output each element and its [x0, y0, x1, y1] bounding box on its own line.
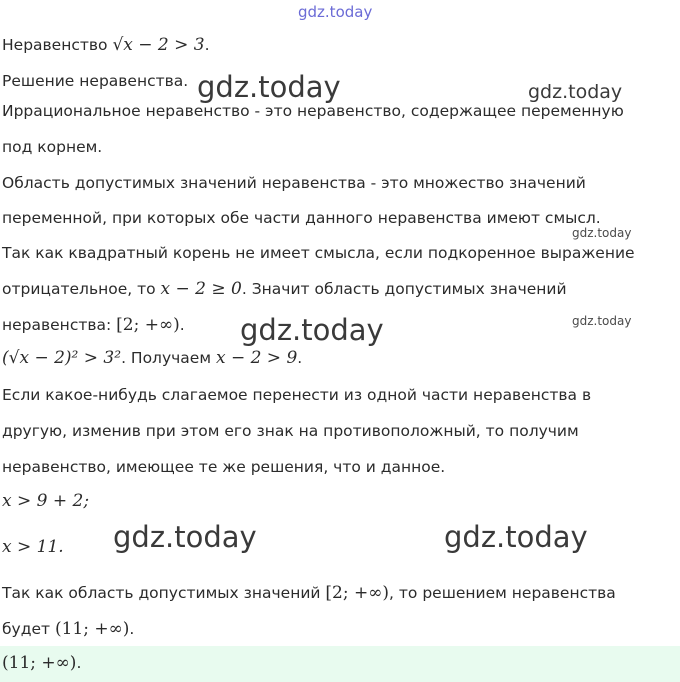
watermark: gdz.today [197, 70, 341, 104]
paragraph-line [2, 278, 567, 300]
text: . [204, 36, 210, 54]
text: . [129, 620, 135, 638]
formula: √x − 2 > 3 [112, 35, 205, 55]
paragraph-line: Иррациональное неравенство - это неравенство, содержащее переменную [2, 102, 624, 120]
answer-box [0, 646, 680, 682]
text: Так как область допустимых значений [2, 584, 326, 602]
watermark: gdz.today [113, 520, 257, 554]
paragraph-line [2, 347, 302, 369]
solution-heading: Решение неравенства. [2, 72, 189, 90]
text: Неравенство [2, 36, 113, 54]
text: , то решением неравенства [389, 584, 616, 602]
formula: (11; +∞) [54, 619, 130, 639]
watermark: gdz.today [528, 81, 623, 103]
text: . [76, 654, 82, 672]
formula-line: x > 9 + 2; [2, 491, 90, 511]
paragraph-line [2, 618, 134, 640]
text: будет [2, 620, 55, 638]
watermark-top: gdz.today [298, 3, 373, 21]
answer-line [2, 652, 81, 674]
answer-formula: (11; +∞) [2, 653, 77, 673]
formula-line: x > 11. [2, 537, 64, 557]
watermark: gdz.today [444, 520, 588, 554]
text: . [297, 349, 303, 367]
problem-statement [2, 34, 210, 56]
text: отрицательное, то [2, 280, 161, 298]
text: . Значит область допустимых значений [241, 280, 567, 298]
paragraph-line: неравенство, имеющее те же решения, что и данное. [2, 458, 446, 476]
text: неравенства: [2, 316, 117, 334]
text: . Получаем [121, 349, 216, 367]
formula: [2; +∞) [325, 583, 390, 603]
formula: (√x − 2)² > 3² [2, 348, 122, 368]
paragraph-line: Если какое-нибудь слагаемое перенести из одной части неравенства в [2, 386, 592, 404]
paragraph-line: переменной, при которых обе части данного неравенства имеют смысл. [2, 209, 601, 227]
formula: x − 2 > 9 [215, 348, 298, 368]
paragraph-line: под корнем. [2, 138, 103, 156]
watermark: gdz.today [240, 313, 384, 347]
text: . [179, 316, 185, 334]
paragraph-line [2, 582, 616, 604]
paragraph-line [2, 314, 185, 336]
paragraph-line: Так как квадратный корень не имеет смысла, если подкоренное выражение [2, 244, 635, 262]
watermark: gdz.today [572, 314, 632, 328]
watermark: gdz.today [572, 226, 632, 240]
paragraph-line: другую, изменив при этом его знак на противоположный, то получим [2, 422, 579, 440]
formula: x − 2 ≥ 0 [160, 279, 242, 299]
paragraph-line: Область допустимых значений неравенства - это множество значений [2, 174, 586, 192]
formula: [2; +∞) [116, 315, 180, 335]
